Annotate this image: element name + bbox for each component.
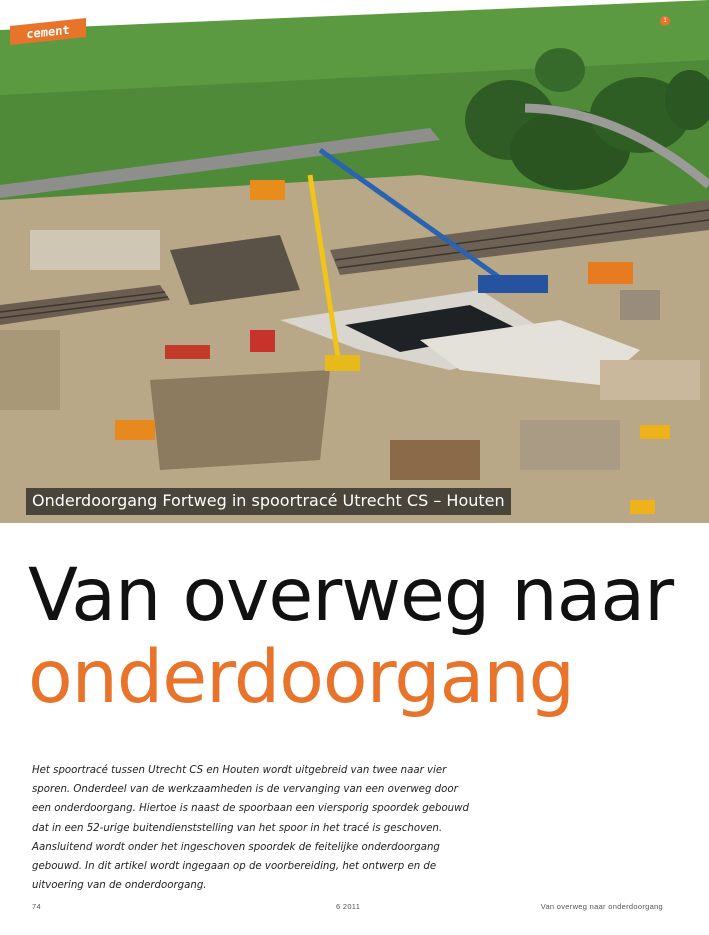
running-title: Van overweg naar onderdoorgang <box>540 902 663 911</box>
article-title-line-1: Van overweg naar <box>28 553 674 638</box>
page-corner-wedge <box>0 0 709 30</box>
orange-container <box>250 180 285 200</box>
page-number: 74 <box>32 902 41 911</box>
article-title-line-2: onderdoorgang <box>28 635 574 720</box>
issue-number: 6 2011 <box>336 902 361 911</box>
photo-caption: Onderdoorgang Fortweg in spoortracé Utrecht CS – Houten <box>26 488 511 515</box>
page-badge: 1 <box>660 16 670 26</box>
article-intro: Het spoortracé tussen Utrecht CS en Houten wordt uitgebreid van twee naar vier sporen. Onderdeel van de werkzaamheden is de vervanging van een overweg door een onderdoorgang. Hiertoe is naast de spoorbaan een viersporig spoordek gebouwd dat in een 52-urige buitendienststelling van het spoor in het tracé is geschoven. Aansluitend wordt onder het ingeschoven spoordek de feitelijke onderdoorgang gebouwd. In dit artikel wordt ingegaan op de voorbereiding, het ontwerp en de uitvoering van de onderdoorgang. <box>32 765 469 892</box>
logo-text: cement <box>26 22 70 41</box>
